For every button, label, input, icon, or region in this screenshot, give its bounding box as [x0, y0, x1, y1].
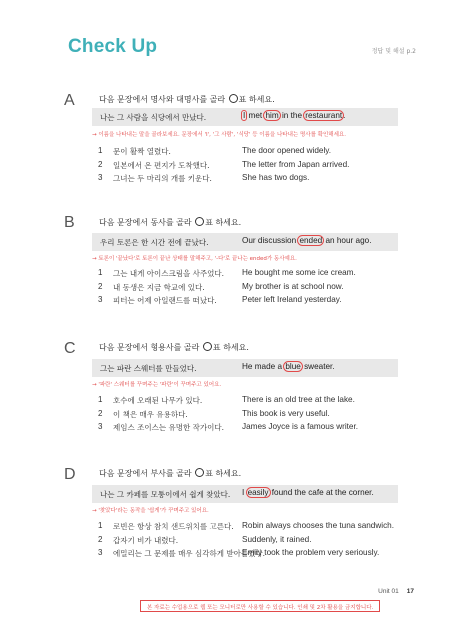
list-item [92, 409, 412, 423]
example-text: met [246, 111, 265, 120]
instruction-text: 다음 문장에서 명사와 대명사를 골라 [99, 95, 226, 104]
page-footer [378, 588, 414, 595]
exercise-list [92, 146, 412, 187]
item-english[interactable]: This book is very useful. [242, 408, 330, 418]
instruction-text-end: 표 하세요. [238, 95, 275, 104]
item-korean: 그는 내게 아이스크림을 사주었다. [113, 269, 224, 278]
item-number: 2 [98, 159, 103, 169]
item-korean: 호수에 오래된 나무가 있다. [113, 396, 203, 405]
item-english[interactable]: He bought me some ice cream. [242, 268, 356, 277]
circled-word: blue [285, 362, 301, 371]
list-item [92, 535, 412, 549]
item-english[interactable]: She has two dogs. [242, 173, 310, 182]
item-korean: 내 동생은 지금 학교에 있다. [113, 282, 205, 292]
section-instruction [99, 217, 241, 228]
list-item [92, 160, 412, 174]
item-english[interactable]: Suddenly, it rained. [242, 534, 312, 544]
list-item [92, 173, 412, 187]
list-item [92, 521, 412, 535]
item-korean: 에밀리는 그 문제를 매우 심각하게 받아들였다. [113, 549, 265, 558]
item-number: 3 [98, 548, 103, 557]
circle-icon [195, 468, 204, 477]
circle-icon [195, 217, 204, 226]
item-number: 3 [98, 422, 103, 431]
item-english[interactable]: My brother is at school now. [242, 281, 344, 291]
example-box [92, 233, 398, 251]
item-english[interactable]: James Joyce is a famous writer. [242, 422, 359, 431]
item-korean: 일본에서 온 편지가 도착했다. [113, 160, 210, 170]
circled-word: easily [247, 488, 269, 497]
section-letter: B [64, 214, 75, 231]
example-text: He made a [242, 362, 285, 371]
item-korean: 이 책은 매우 유용하다. [113, 409, 188, 419]
example-box [92, 485, 398, 503]
exercise-list [92, 521, 412, 562]
list-item [92, 295, 412, 309]
list-item [92, 146, 412, 160]
page-title: Check Up [68, 36, 158, 57]
item-number: 2 [98, 281, 103, 291]
example-english [242, 236, 371, 245]
instruction-text-end: 표 하세요. [212, 343, 249, 352]
item-korean: 제임스 조이스는 유명한 작가이다. [113, 423, 224, 432]
circled-word: him [265, 111, 279, 120]
example-english [242, 488, 374, 497]
item-number: 3 [98, 295, 103, 304]
circle-icon [203, 342, 212, 351]
section-letter: A [64, 92, 75, 109]
item-number: 1 [98, 521, 103, 530]
usage-notice: 본 자료는 수업용으로 웹 또는 모니터로만 사용할 수 있습니다. 인쇄 및 2차 활용을 금지합니다. [140, 600, 380, 612]
page-number: 17 [406, 588, 414, 595]
example-korean: 나는 그 사람을 식당에서 만났다. [100, 113, 207, 122]
section-instruction [99, 468, 241, 479]
item-korean: 문이 활짝 열렸다. [113, 147, 171, 156]
item-english[interactable]: The door opened widely. [242, 146, 332, 155]
item-number: 1 [98, 395, 103, 404]
circled-word: restaurant [305, 111, 343, 120]
example-english [242, 111, 345, 120]
exercise-list [92, 395, 412, 436]
exercise-list [92, 268, 412, 309]
example-english [242, 362, 335, 371]
hint-text: → '찾았다'라는 동작을 '쉽게'가 꾸며주고 있어요. [92, 508, 209, 514]
item-korean: 그녀는 두 마리의 개를 키운다. [113, 174, 212, 183]
instruction-text: 다음 문장에서 형용사를 골라 [99, 343, 200, 352]
example-text: I [242, 488, 247, 497]
unit-label: Unit 01 [378, 588, 399, 595]
item-number: 2 [98, 408, 103, 418]
hint-text: → '파란' 스웨터를 꾸며주는 '파란'이 꾸며주고 있어요. [92, 382, 222, 388]
list-item [92, 282, 412, 296]
example-text: in the [279, 111, 305, 120]
section-letter: C [64, 340, 76, 357]
item-number: 3 [98, 173, 103, 182]
example-korean: 그는 파란 스웨터를 만들었다. [100, 364, 197, 373]
circled-word: I [243, 111, 246, 120]
item-korean: 로빈은 항상 참치 샌드위치를 고른다. [113, 522, 234, 531]
instruction-text: 다음 문장에서 동사를 골라 [99, 218, 192, 227]
item-korean: 피터는 어제 아일랜드를 떠났다. [113, 296, 217, 305]
example-text: sweater. [301, 362, 335, 371]
item-english[interactable]: There is an old tree at the lake. [242, 395, 355, 404]
example-korean: 우리 토론은 한 시간 전에 끝났다. [100, 238, 209, 247]
hint-text: → 이름을 나타내는 말을 골라보세요. 문장에서 'I', '그 사람', '식당' 등 이름을 나타내는 명사를 확인해세요. [92, 132, 346, 138]
instruction-text-end: 표 하세요. [205, 469, 242, 478]
section-instruction [99, 342, 249, 353]
circle-icon [229, 94, 238, 103]
hint-text: → 토론이 '끝났다'로 토론이 끝난 상태를 말해주고, '-다'로 끝나는 ended가 동사예요. [92, 256, 297, 262]
list-item [92, 548, 412, 562]
example-box [92, 108, 398, 126]
item-number: 1 [98, 146, 103, 155]
list-item [92, 422, 412, 436]
item-english[interactable]: The letter from Japan arrived. [242, 159, 350, 169]
item-number: 1 [98, 268, 103, 277]
list-item [92, 395, 412, 409]
circled-word: ended [299, 236, 323, 245]
example-text: found the cafe at the corner. [269, 488, 374, 497]
item-number: 2 [98, 534, 103, 544]
example-box [92, 359, 398, 377]
section-letter: D [64, 466, 76, 483]
example-text: . [343, 111, 346, 120]
section-instruction [99, 94, 275, 105]
instruction-text-end: 표 하세요. [205, 218, 242, 227]
instruction-text: 다음 문장에서 부사를 골라 [99, 469, 192, 478]
example-korean: 나는 그 카페를 모퉁이에서 쉽게 찾았다. [100, 490, 231, 499]
item-english[interactable]: Emily took the problem very seriously. [242, 548, 380, 557]
answer-reference: 정답 및 해설 p.2 [371, 48, 416, 55]
list-item [92, 268, 412, 282]
item-english[interactable]: Robin always chooses the tuna sandwich. [242, 521, 395, 530]
item-english[interactable]: Peter left Ireland yesterday. [242, 295, 342, 304]
example-text: an hour ago. [323, 236, 372, 245]
item-korean: 갑자기 비가 내렸다. [113, 535, 179, 545]
example-text: Our discussion [242, 236, 299, 245]
